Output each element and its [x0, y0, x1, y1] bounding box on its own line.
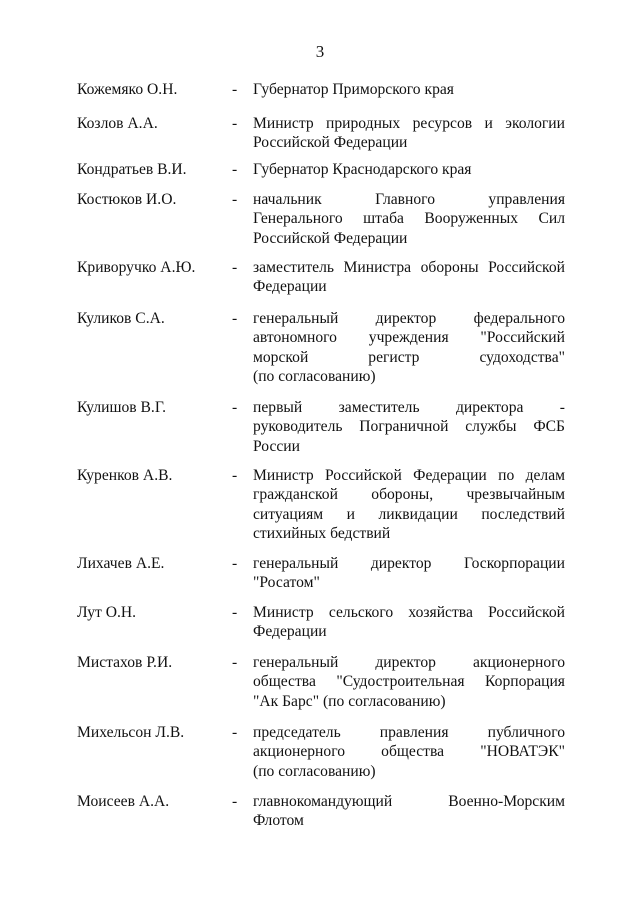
member-position	[253, 80, 565, 99]
position-line: Российской Федерации	[253, 229, 408, 247]
position-line: Федерации	[253, 278, 327, 296]
member-name: Криворучко А.Ю.	[77, 259, 196, 276]
member-position	[253, 309, 565, 387]
member-position	[253, 723, 565, 781]
separator-dash: -	[232, 161, 238, 178]
position-line: Губернатор Приморского края	[253, 81, 454, 98]
separator-dash: -	[232, 259, 238, 276]
position-line: "Росатом"	[253, 574, 320, 592]
member-position	[253, 114, 565, 153]
position-line: акционерного общества "НОВАТЭК"	[253, 743, 565, 761]
separator-dash: -	[232, 604, 238, 621]
member-name: Лихачев А.Е.	[77, 555, 165, 572]
member-position	[253, 160, 565, 179]
member-position	[253, 792, 565, 831]
position-line: председатель правления публичного	[253, 724, 565, 741]
position-line: заместитель Министра обороны Российской	[253, 259, 565, 276]
position-line: начальник Главного управления	[253, 191, 565, 208]
member-name: Куликов С.А.	[77, 310, 165, 327]
member-name: Кондратьев В.И.	[77, 161, 187, 178]
position-line: Министр Российской Федерации по делам	[253, 467, 565, 484]
member-name: Мистахов Р.И.	[77, 654, 173, 671]
position-line: Федерации	[253, 623, 327, 641]
member-name: Лут О.Н.	[77, 604, 137, 621]
position-line: России	[253, 437, 301, 455]
position-line: Министр сельского хозяйства Российской	[253, 604, 565, 621]
member-position	[253, 398, 565, 456]
position-line: Губернатор Краснодарского края	[253, 161, 472, 178]
member-position	[253, 466, 565, 544]
position-line: генеральный директор федерального	[253, 310, 565, 327]
position-line: (по согласованию)	[253, 762, 376, 780]
separator-dash: -	[232, 81, 238, 98]
separator-dash: -	[232, 793, 238, 810]
page-number: 3	[315, 42, 325, 61]
separator-dash: -	[232, 115, 238, 132]
member-name: Кожемяко О.Н.	[77, 81, 178, 98]
member-name: Костюков И.О.	[77, 191, 177, 208]
member-position	[253, 258, 565, 297]
member-name: Куренков А.В.	[77, 467, 173, 484]
position-line: первый заместитель директора -	[253, 399, 565, 416]
position-line: руководитель Пограничной службы ФСБ	[253, 418, 565, 436]
separator-dash: -	[232, 654, 238, 671]
member-name: Моисеев А.А.	[77, 793, 170, 810]
position-line: Генерального штаба Вооруженных Сил	[253, 210, 565, 228]
member-position	[253, 653, 565, 711]
member-position	[253, 190, 565, 248]
separator-dash: -	[232, 399, 238, 416]
position-line: Флотом	[253, 812, 304, 830]
position-line: автономного учреждения "Российский	[253, 329, 565, 347]
separator-dash: -	[232, 724, 238, 741]
separator-dash: -	[232, 310, 238, 327]
position-line: Министр природных ресурсов и экологии	[253, 115, 565, 132]
position-line: главнокомандующий Военно-Морским	[253, 793, 565, 810]
separator-dash: -	[232, 467, 238, 484]
position-line: стихийных бедствий	[253, 525, 391, 543]
position-line: генеральный директор акционерного	[253, 654, 565, 671]
member-name: Козлов А.А.	[77, 115, 158, 132]
separator-dash: -	[232, 191, 238, 208]
member-name: Кулишов В.Г.	[77, 399, 166, 416]
position-line: морской регистр судоходства"	[253, 348, 565, 366]
position-line: гражданской обороны, чрезвычайным	[253, 486, 565, 504]
separator-dash: -	[232, 555, 238, 572]
member-position	[253, 554, 565, 593]
position-line: (по согласованию)	[253, 368, 376, 386]
position-line: "Ак Барс" (по согласованию)	[253, 692, 446, 710]
position-line: ситуациям и ликвидации последствий	[253, 505, 565, 523]
position-line: генеральный директор Госкорпорации	[253, 555, 565, 572]
member-position	[253, 603, 565, 642]
position-line: общества "Судостроительная Корпорация	[253, 673, 565, 691]
member-name: Михельсон Л.В.	[77, 724, 185, 741]
position-line: Российской Федерации	[253, 134, 408, 152]
